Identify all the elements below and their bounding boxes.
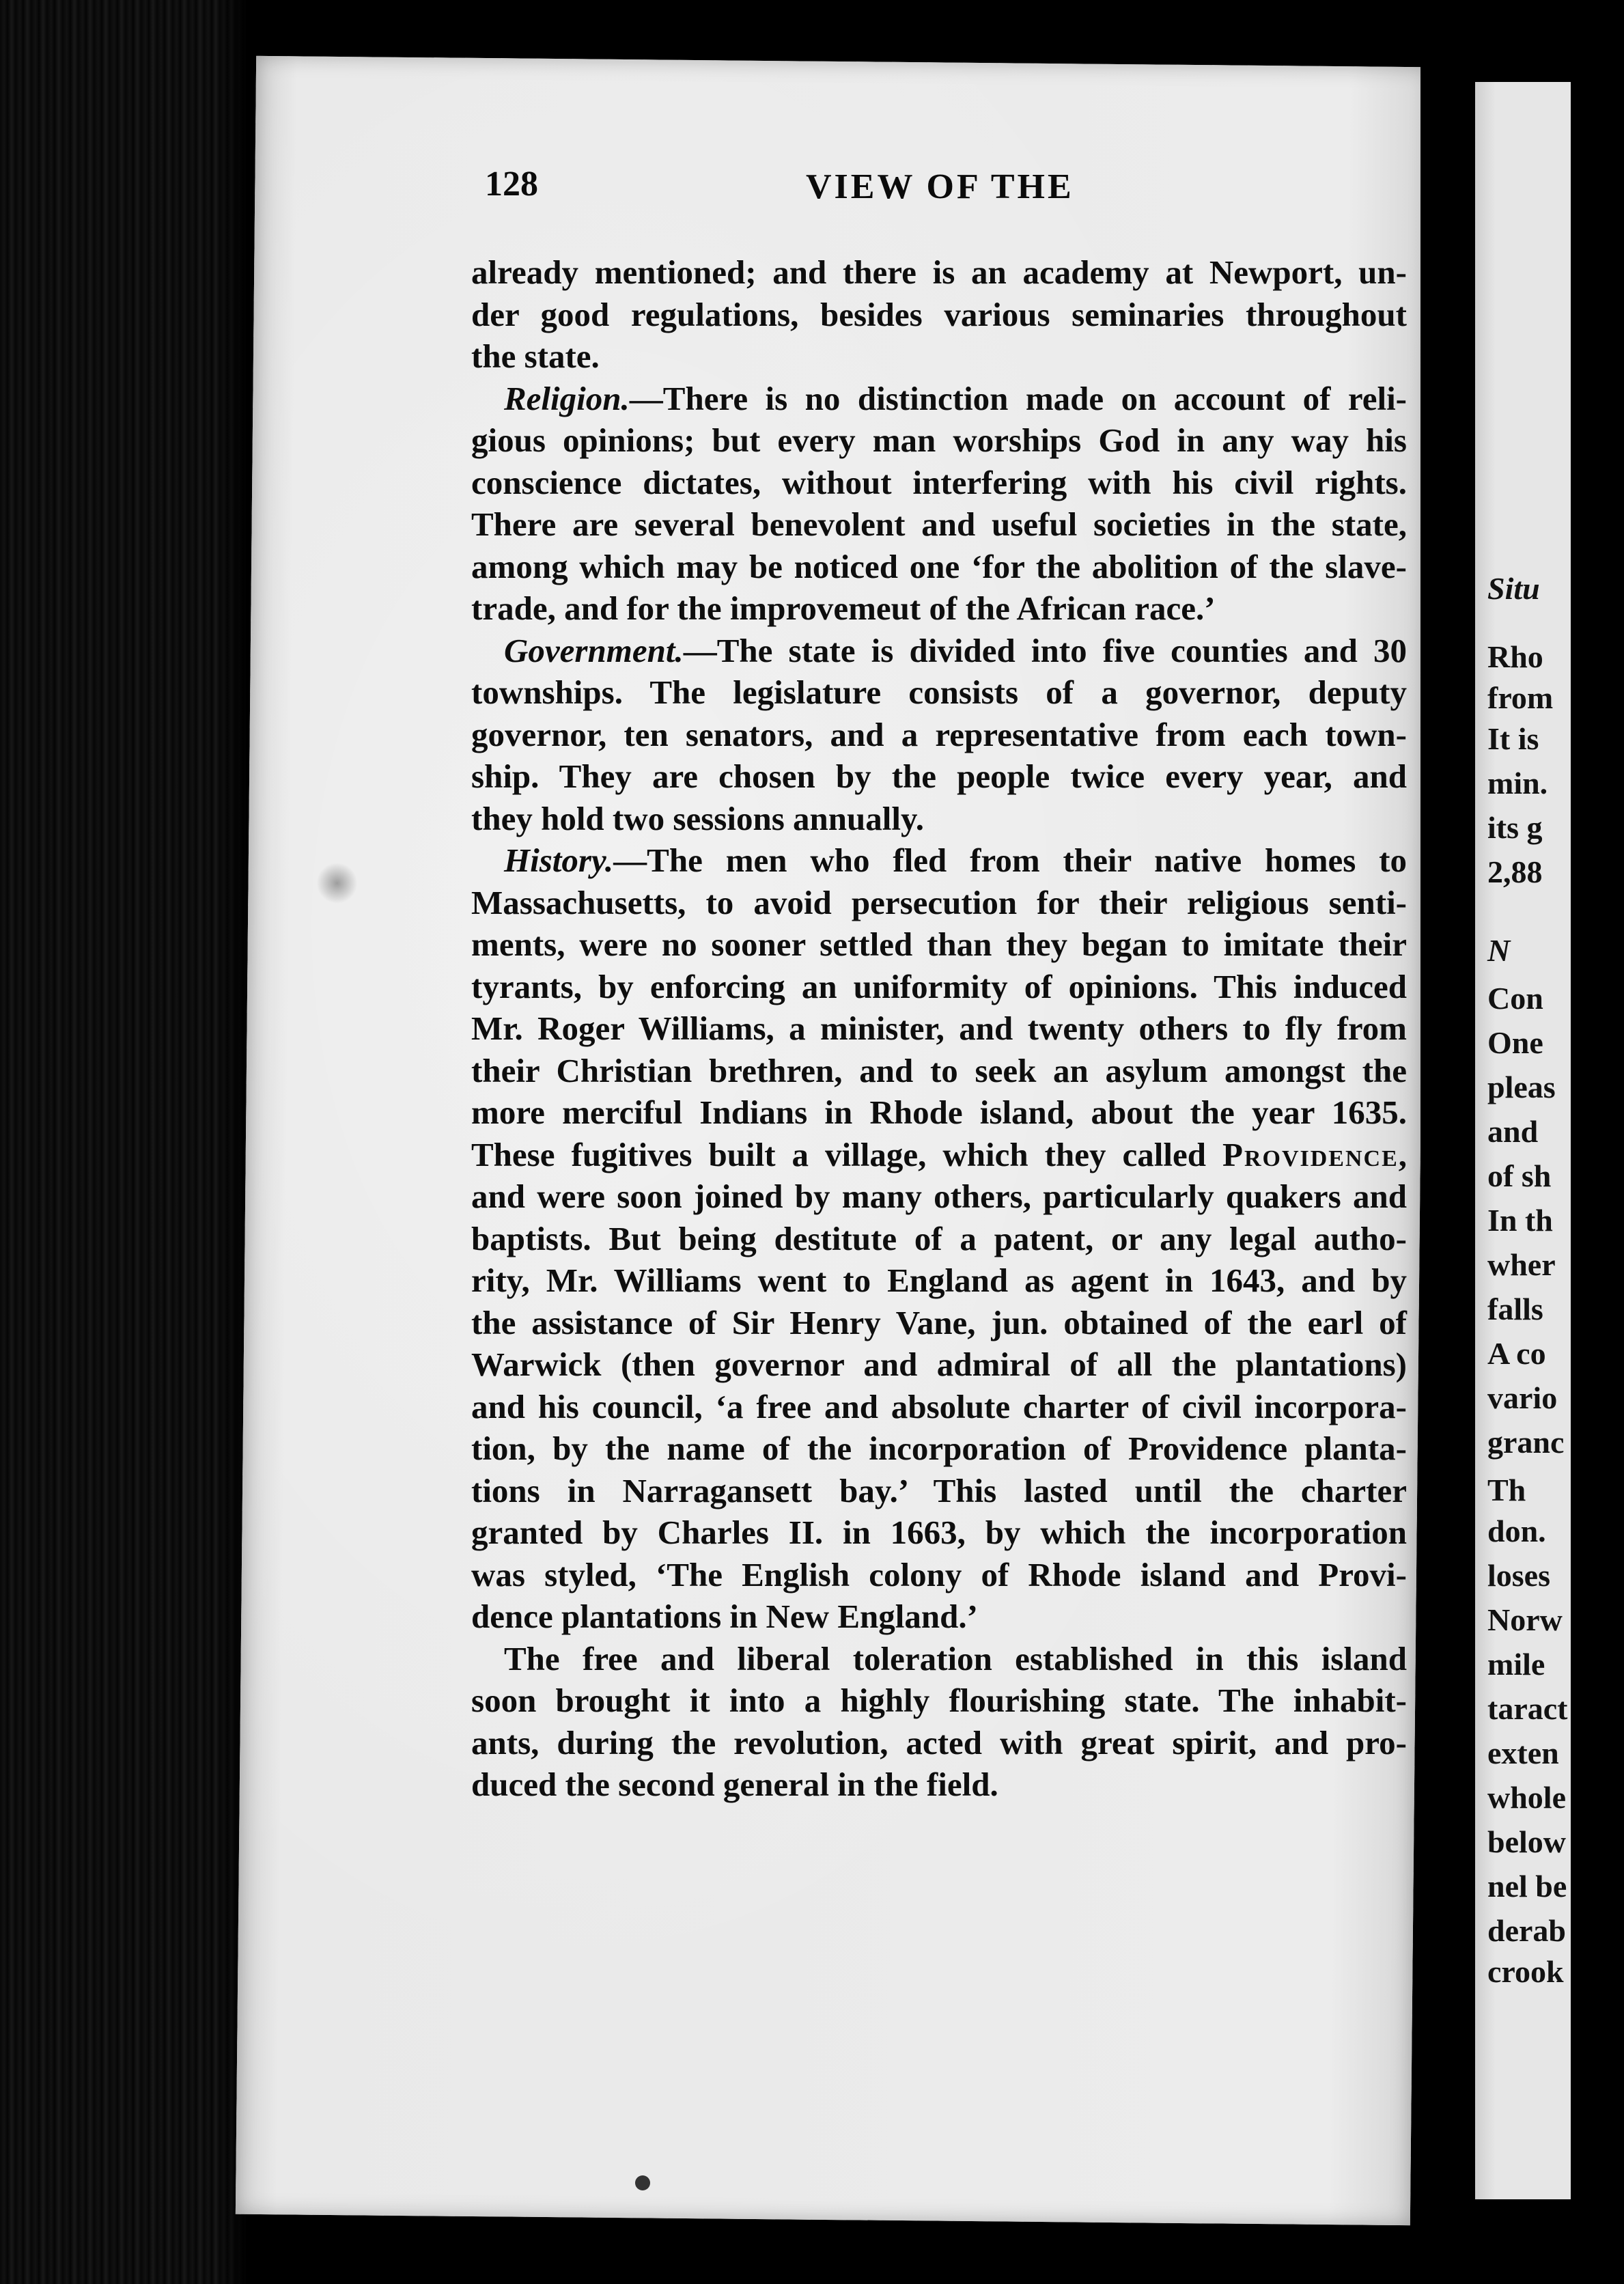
facing-line-fragment: A co [1487, 1336, 1546, 1371]
facing-line-fragment: below [1487, 1824, 1566, 1859]
page-ornament [635, 2175, 650, 2190]
facing-line-fragment: granc [1487, 1425, 1565, 1460]
line-text: tion, by the name of the incorporation of Providence planta- [471, 1430, 1407, 1467]
text-line [471, 671, 1407, 714]
facing-line-fragment: wher [1487, 1247, 1556, 1282]
line-text: der good regulations, besides various seminaries throughout [471, 295, 1407, 333]
facing-line-fragment: Th [1487, 1473, 1526, 1507]
line-text: soon brought it into a highly flourishing state. The inhabit- [471, 1682, 1407, 1719]
page-header [485, 164, 1373, 219]
facing-line-fragment: 2,88 [1487, 854, 1543, 889]
text-line [471, 1302, 1407, 1344]
gutter-gap [1420, 0, 1475, 2284]
text-line [471, 1680, 1407, 1722]
running-head: VIEW OF THE [806, 167, 1074, 206]
text-lines [471, 251, 1407, 1806]
facing-line-fragment: vario [1487, 1380, 1558, 1415]
line-text: more merciful Indians in Rhode island, about the year 1635. [471, 1094, 1407, 1131]
line-text: duced the second general in the field. [471, 1766, 998, 1803]
text-line [471, 966, 1407, 1008]
text-line [471, 1596, 1407, 1638]
facing-line-fragment: Con [1487, 981, 1543, 1016]
line-text: tyrants, by enforcing an uniformity of opinions. This induced [471, 967, 1407, 1005]
line-text: Massachusetts, to avoid persecution for their religious senti- [471, 883, 1407, 921]
facing-line-fragment: whole [1487, 1780, 1566, 1815]
text-line [471, 1259, 1407, 1302]
paper-stain [316, 863, 358, 904]
text-line [471, 1554, 1407, 1596]
text-line [471, 1764, 1407, 1806]
facing-line-fragment: derab [1487, 1913, 1566, 1948]
line-text: The free and liberal toleration established in this island [504, 1639, 1407, 1677]
line-text: —The state is divided into five counties and 30 [683, 631, 1407, 669]
facing-line-fragment: mile [1487, 1647, 1545, 1682]
facing-line-fragment: It is [1487, 721, 1539, 756]
facing-line-fragment: Norw [1487, 1602, 1563, 1637]
line-text: Warwick (then governor and admiral of all the plantations) [471, 1346, 1407, 1383]
text-line [471, 630, 1407, 672]
text-line [471, 587, 1407, 630]
text-line [471, 923, 1407, 966]
facing-line-fragment: don. [1487, 1514, 1546, 1548]
line-text: gious opinions; but every man worships God in any way his [471, 421, 1407, 459]
text-line [471, 378, 1407, 420]
text-line [471, 419, 1407, 462]
section-heading: History. [504, 841, 614, 879]
facing-line-fragment: taract [1487, 1691, 1568, 1726]
text-line [471, 714, 1407, 756]
line-text: granted by Charles II. in 1663, by which the incorporation [471, 1514, 1407, 1551]
facing-line-fragment: exten [1487, 1736, 1559, 1770]
line-text: trade, and for the improvemeut of the African race.’ [471, 589, 1216, 627]
facing-line-fragment: of sh [1487, 1158, 1552, 1193]
text-line [471, 1512, 1407, 1554]
line-text: and were soon joined by many others, particularly quakers and [471, 1178, 1407, 1215]
facing-line-fragment: nel be [1487, 1869, 1567, 1904]
text-line [471, 1638, 1407, 1680]
text-line [471, 839, 1407, 882]
text-line [471, 1050, 1407, 1092]
text-line [471, 294, 1407, 336]
section-heading: Government. [504, 631, 684, 669]
line-text: they hold two sessions annually. [471, 799, 925, 837]
facing-line-fragment: loses [1487, 1558, 1550, 1593]
line-tail: , [1398, 1135, 1407, 1173]
text-line [471, 1386, 1407, 1428]
facing-line-fragment: and [1487, 1114, 1539, 1149]
facing-line-fragment: pleas [1487, 1070, 1556, 1104]
text-line [471, 1343, 1407, 1386]
body-text [471, 251, 1407, 1806]
line-text: already mentioned; and there is an academy at Newport, un- [471, 253, 1407, 291]
place-name-smallcaps: Providence [1222, 1135, 1399, 1173]
text-line [471, 335, 1407, 378]
page-number: 128 [485, 165, 538, 204]
text-line [471, 1134, 1407, 1176]
text-line [471, 546, 1407, 588]
facing-line-fragment: min. [1487, 766, 1548, 800]
line-text: the state. [471, 337, 600, 375]
line-text: There are several benevolent and useful societies in the state, [471, 505, 1407, 543]
facing-page [1475, 82, 1571, 2199]
text-line [471, 798, 1407, 840]
facing-line-fragment: crook [1487, 1954, 1564, 1989]
line-text: their Christian brethren, and to seek an asylum amongst the [471, 1051, 1407, 1089]
line-text: townships. The legislature consists of a governor, deputy [471, 673, 1407, 711]
line-text: ments, were no sooner settled than they began to imitate their [471, 925, 1407, 963]
line-text: tions in Narragansett bay.’ This lasted until the charter [471, 1471, 1407, 1509]
line-text: conscience dictates, without interfering with his civil rights. [471, 463, 1407, 501]
line-text: These fugitives built a village, which they called [471, 1135, 1223, 1173]
text-line [471, 1218, 1407, 1260]
section-heading: Religion. [504, 379, 630, 417]
facing-line-fragment: Rho [1487, 639, 1543, 674]
line-text: the assistance of Sir Henry Vane, jun. obtained of the earl of [471, 1303, 1407, 1341]
line-text: dence plantations in New England.’ [471, 1598, 978, 1635]
facing-line-fragment: its g [1487, 810, 1543, 845]
line-text: baptists. But being destitute of a patent, or any legal autho- [471, 1219, 1407, 1257]
text-line [471, 462, 1407, 504]
facing-line-fragment: N [1487, 933, 1511, 968]
line-text: rity, Mr. Williams went to England as agent in 1643, and by [471, 1262, 1407, 1299]
line-text: ants, during the revolution, acted with great spirit, and pro- [471, 1723, 1407, 1761]
line-text: —The men who fled from their native homes to [613, 841, 1407, 879]
facing-line-fragment: In th [1487, 1203, 1553, 1238]
line-text: —There is no distinction made on account of reli- [629, 379, 1407, 417]
facing-line-fragment: from [1487, 680, 1554, 715]
facing-line-fragment: falls [1487, 1292, 1543, 1326]
facing-line-fragment: Situ [1487, 571, 1540, 606]
facing-line-fragment: One [1487, 1025, 1543, 1060]
text-line [471, 755, 1407, 798]
text-line [471, 1470, 1407, 1512]
line-text: governor, ten senators, and a representative from each town- [471, 715, 1407, 753]
text-line [471, 1428, 1407, 1470]
line-text: and his council, ‘a free and absolute charter of civil incorpora- [471, 1387, 1407, 1425]
text-line [471, 882, 1407, 924]
line-text: among which may be noticed one ‘for the abolition of the slave- [471, 547, 1407, 585]
text-line [471, 1722, 1407, 1764]
line-text: was styled, ‘The English colony of Rhode island and Provi- [471, 1555, 1407, 1593]
text-line [471, 251, 1407, 294]
text-line [471, 503, 1407, 546]
book-binding [0, 0, 246, 2284]
line-text: Mr. Roger Williams, a minister, and twenty others to fly from [471, 1009, 1407, 1047]
text-line [471, 1091, 1407, 1134]
text-line [471, 1175, 1407, 1218]
line-text: ship. They are chosen by the people twice every year, and [471, 757, 1407, 795]
text-line [471, 1007, 1407, 1050]
